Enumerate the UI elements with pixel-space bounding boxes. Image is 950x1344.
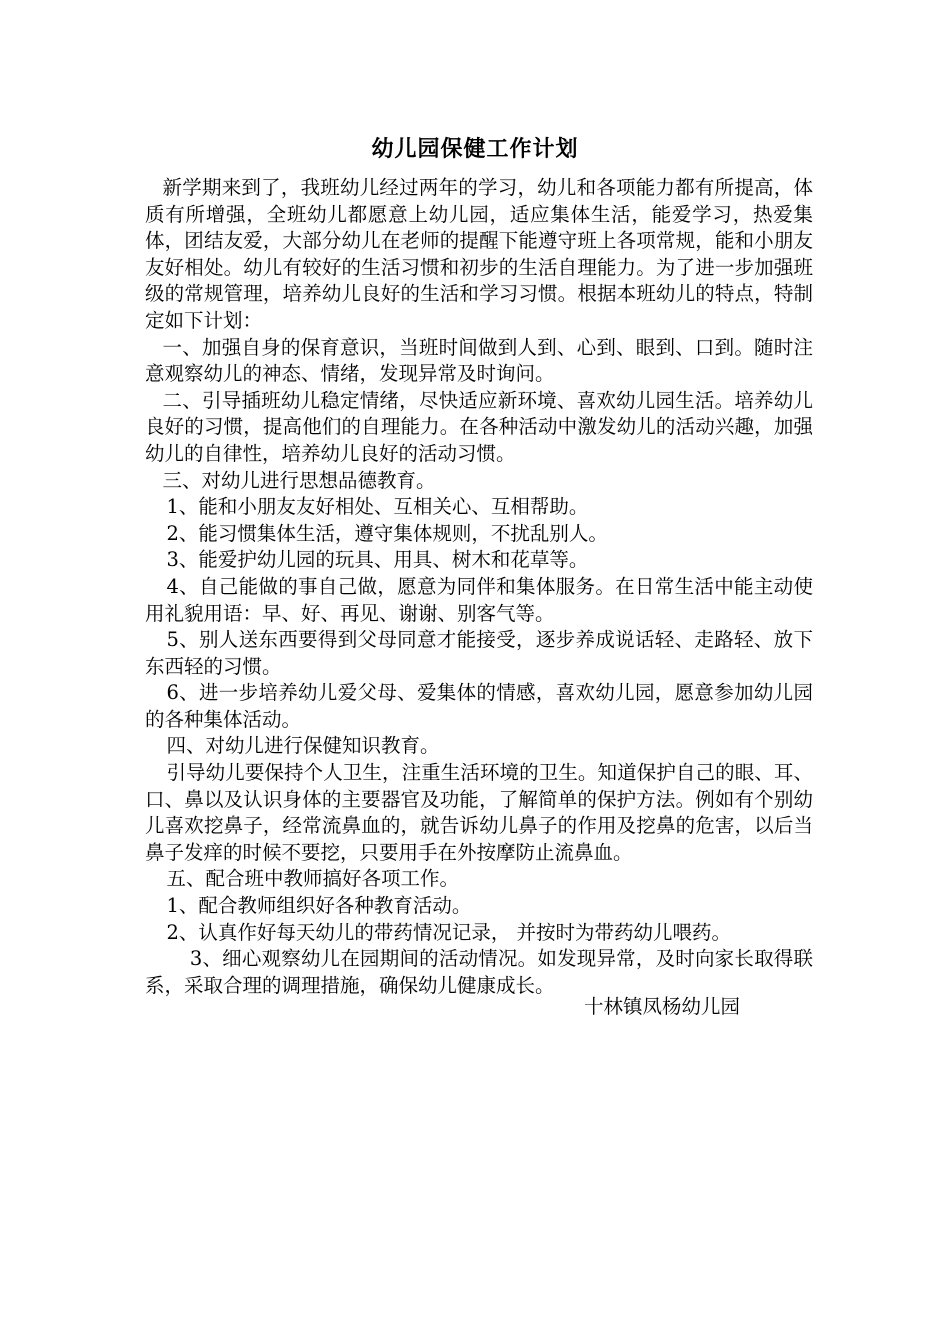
section-5-item-2: 2、认真作好每天幼儿的带药情况记录， 并按时为带药幼儿喂药。	[166, 920, 732, 944]
section-5-item-3: 3、细心观察幼儿在园期间的活动情况。如发现异常，及时向家长取得联系，采取合理的调理措施，确保幼儿健康成长。	[145, 947, 813, 997]
section-5-item-1: 1、配合教师组织好各种教育活动。	[166, 894, 472, 918]
section-2-paragraph: 二、引导插班幼儿稳定情绪，尽快适应新环境、喜欢幼儿园生活。培养幼儿良好的习惯，提高他们的自理能力。在各种活动中激发幼儿的活动兴趣，加强幼儿的自律性，培养幼儿良好的活动习惯。	[145, 388, 813, 465]
document-body	[145, 175, 813, 999]
section-3-item-5: 5、别人送东西要得到父母同意才能接受，逐步养成说话轻、走路轻、放下东西轻的习惯。	[145, 628, 813, 678]
signature: 十林镇凤杨幼儿园	[584, 995, 741, 1018]
section-3-item-1: 1、能和小朋友友好相处、互相关心、互相帮助。	[166, 495, 589, 519]
section-3-item-6: 6、进一步培养幼儿爱父母、爱集体的情感，喜欢幼儿园，愿意参加幼儿园的各种集体活动。	[145, 681, 813, 731]
intro-paragraph: 新学期来到了，我班幼儿经过两年的学习，幼儿和各项能力都有所提高，体质有所增强，全班幼儿都愿意上幼儿园，适应集体生活，能爱学习，热爱集体，团结友爱，大部分幼儿在老师的提醒下能遵守班上各项常规，能和小朋友友好相处。幼儿有较好的生活习惯和初步的生活自理能力。为了进一步加强班级的常规管理，培养幼儿良好的生活和学习习惯。根据本班幼儿的特点，特制定如下计划：	[145, 176, 813, 332]
section-4-paragraph: 引导幼儿要保持个人卫生，注重生活环境的卫生。知道保护自己的眼、耳、口、鼻以及认识身体的主要器官及功能，了解简单的保护方法。例如有个别幼儿喜欢挖鼻子，经常流鼻血的，就告诉幼儿鼻子的作用及挖鼻的危害，以后当鼻子发痒的时候不要挖，只要用手在外按摩防止流鼻血。	[145, 761, 813, 864]
section-3-item-4: 4、自己能做的事自己做，愿意为同伴和集体服务。在日常生活中能主动使用礼貌用语：早、好、再见、谢谢、别客气等。	[145, 574, 813, 625]
section-3-item-3: 3、能爱护幼儿园的玩具、用具、树木和花草等。	[166, 548, 589, 572]
section-4-heading: 四、对幼儿进行保健知识教育。	[166, 734, 440, 758]
section-3-item-2: 2、能习惯集体生活，遵守集体规则，不扰乱别人。	[166, 521, 608, 545]
section-5-heading: 五、配合班中教师搞好各项工作。	[166, 867, 459, 891]
section-1-paragraph: 一、加强自身的保育意识，当班时间做到人到、心到、眼到、口到。随时注意观察幼儿的神态、情绪，发现异常及时询问。	[145, 335, 813, 386]
section-3-heading: 三、对幼儿进行思想品德教育。	[162, 468, 436, 492]
document-title: 幼儿园保健工作计划	[371, 136, 579, 162]
